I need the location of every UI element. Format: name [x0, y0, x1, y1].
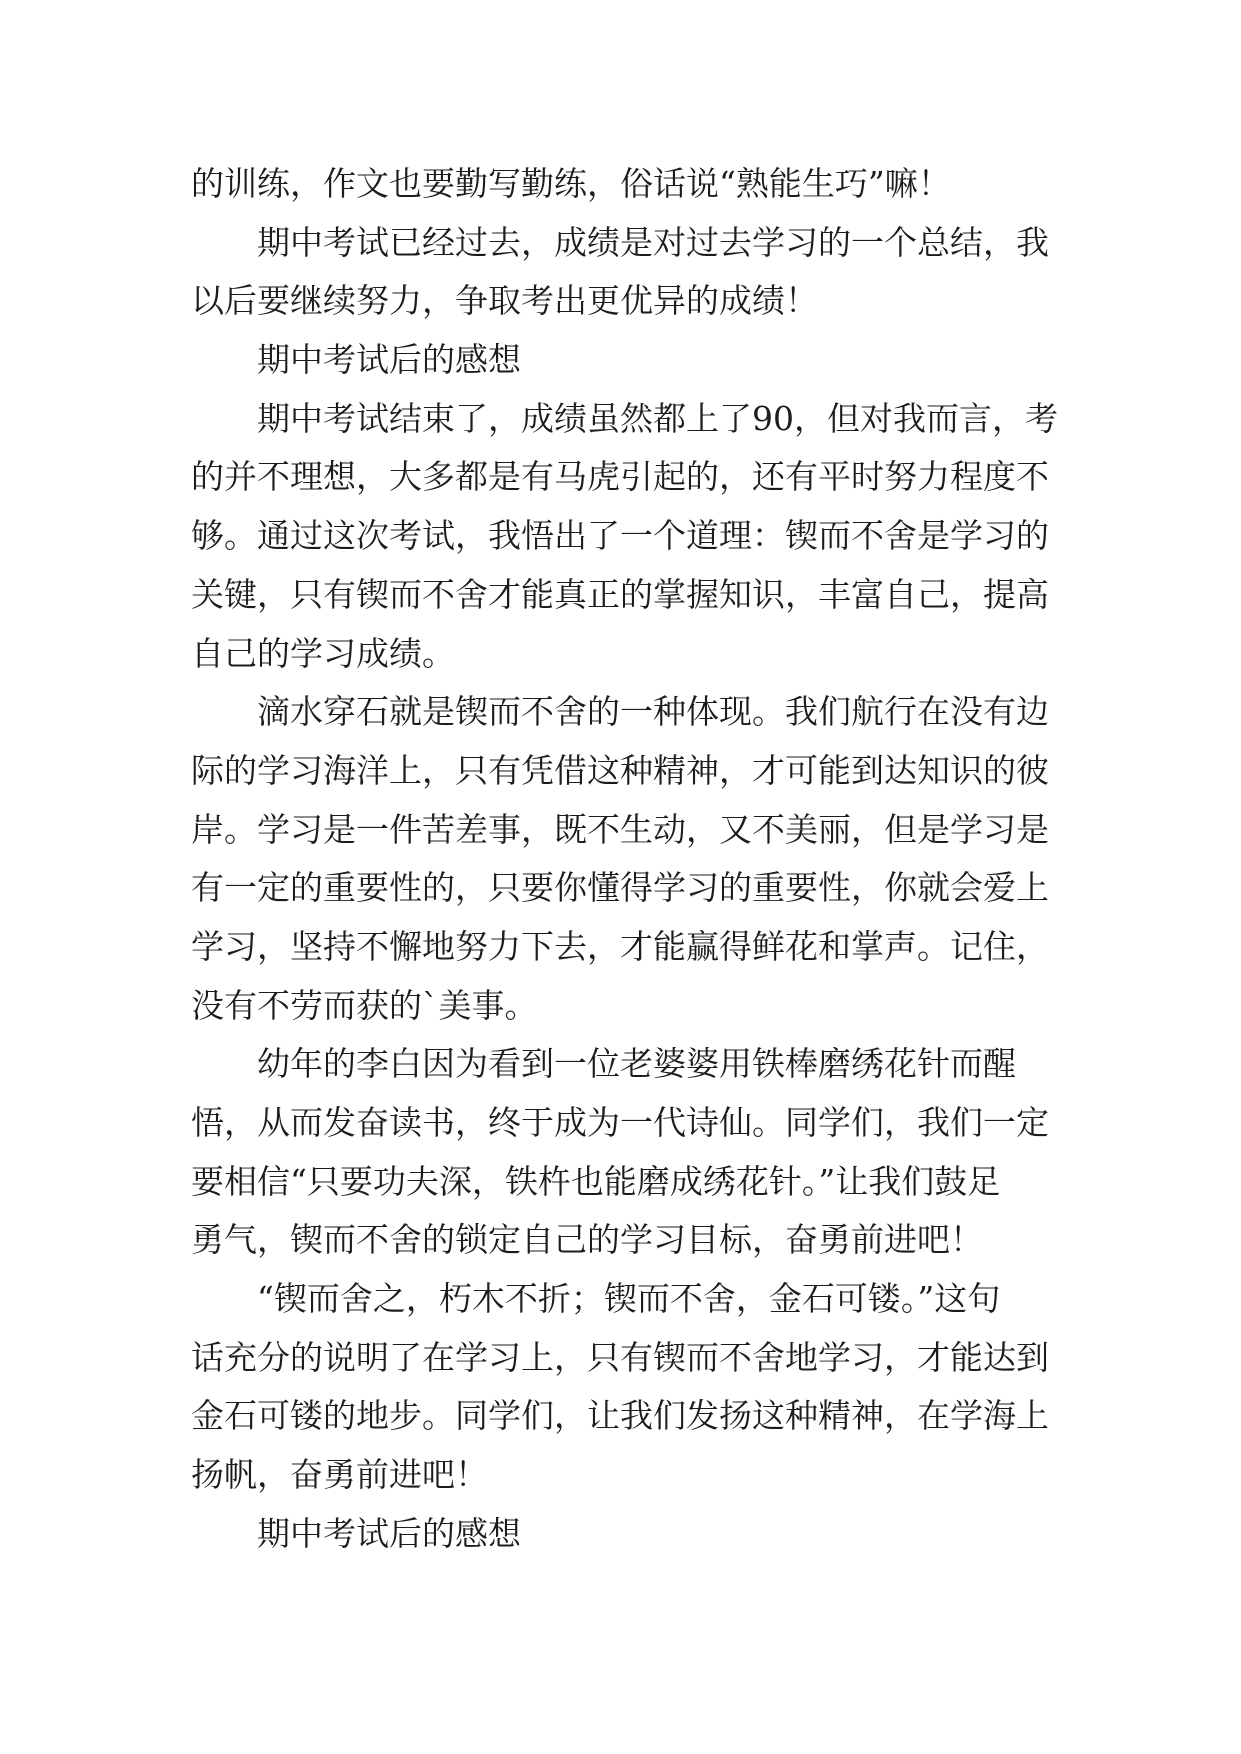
text-line: 岸。学习是一件苦差事，既不生动，又不美丽，但是学习是 [191, 809, 1049, 849]
text-line: 以后要继续努力，争取考出更优异的成绩！ [191, 281, 818, 321]
text-line: 学习，坚持不懈地努力下去，才能赢得鲜花和掌声。记住， [191, 926, 1049, 966]
text-line: 勇气，锲而不舍的锁定自己的学习目标，奋勇前进吧！ [191, 1220, 983, 1260]
text-line: 没有不劳而获的`美事。 [191, 985, 538, 1025]
text-line: 够。通过这次考试，我悟出了一个道理：锲而不舍是学习的 [191, 516, 1049, 556]
section-heading: 期中考试后的感想 [257, 1513, 521, 1553]
text-line: 悟，从而发奋读书，终于成为一代诗仙。同学们，我们一定 [191, 1103, 1049, 1142]
text-line: 际的学习海洋上，只有凭借这种精神，才可能到达知识的彼 [191, 750, 1049, 790]
text-line: “锲而舍之，朽木不折；锲而不舍，金石可镂。”这句 [257, 1279, 1001, 1319]
text-line: 的训练，作文也要勤写勤练，俗话说“熟能生巧”嘛！ [191, 164, 951, 203]
text-line: 期中考试结束了，成绩虽然都上了90，但对我而言，考 [257, 398, 1058, 438]
text-line: 有一定的重要性的，只要你懂得学习的重要性，你就会爱上 [191, 868, 1049, 908]
text-line: 自己的学习成绩。 [191, 633, 455, 673]
text-line: 扬帆，奋勇前进吧！ [191, 1455, 488, 1495]
document-body [191, 155, 1061, 1564]
text-line: 的并不理想，大多都是有马虎引起的，还有平时努力程度不 [191, 457, 1049, 497]
text-line: 滴水穿石就是锲而不舍的一种体现。我们航行在没有边 [257, 692, 1049, 732]
text-line: 要相信“只要功夫深，铁杵也能磨成绣花针。”让我们鼓足 [191, 1161, 1001, 1201]
section-heading: 期中考试后的感想 [257, 340, 521, 380]
text-line: 期中考试已经过去，成绩是对过去学习的一个总结，我 [257, 222, 1049, 262]
text-line: 话充分的说明了在学习上，只有锲而不舍地学习，才能达到 [191, 1337, 1049, 1377]
text-line: 关键，只有锲而不舍才能真正的掌握知识，丰富自己，提高 [191, 574, 1049, 614]
text-line: 幼年的李白因为看到一位老婆婆用铁棒磨绣花针而醒 [257, 1044, 1016, 1084]
text-line: 金石可镂的地步。同学们，让我们发扬这种精神，在学海上 [191, 1396, 1049, 1436]
